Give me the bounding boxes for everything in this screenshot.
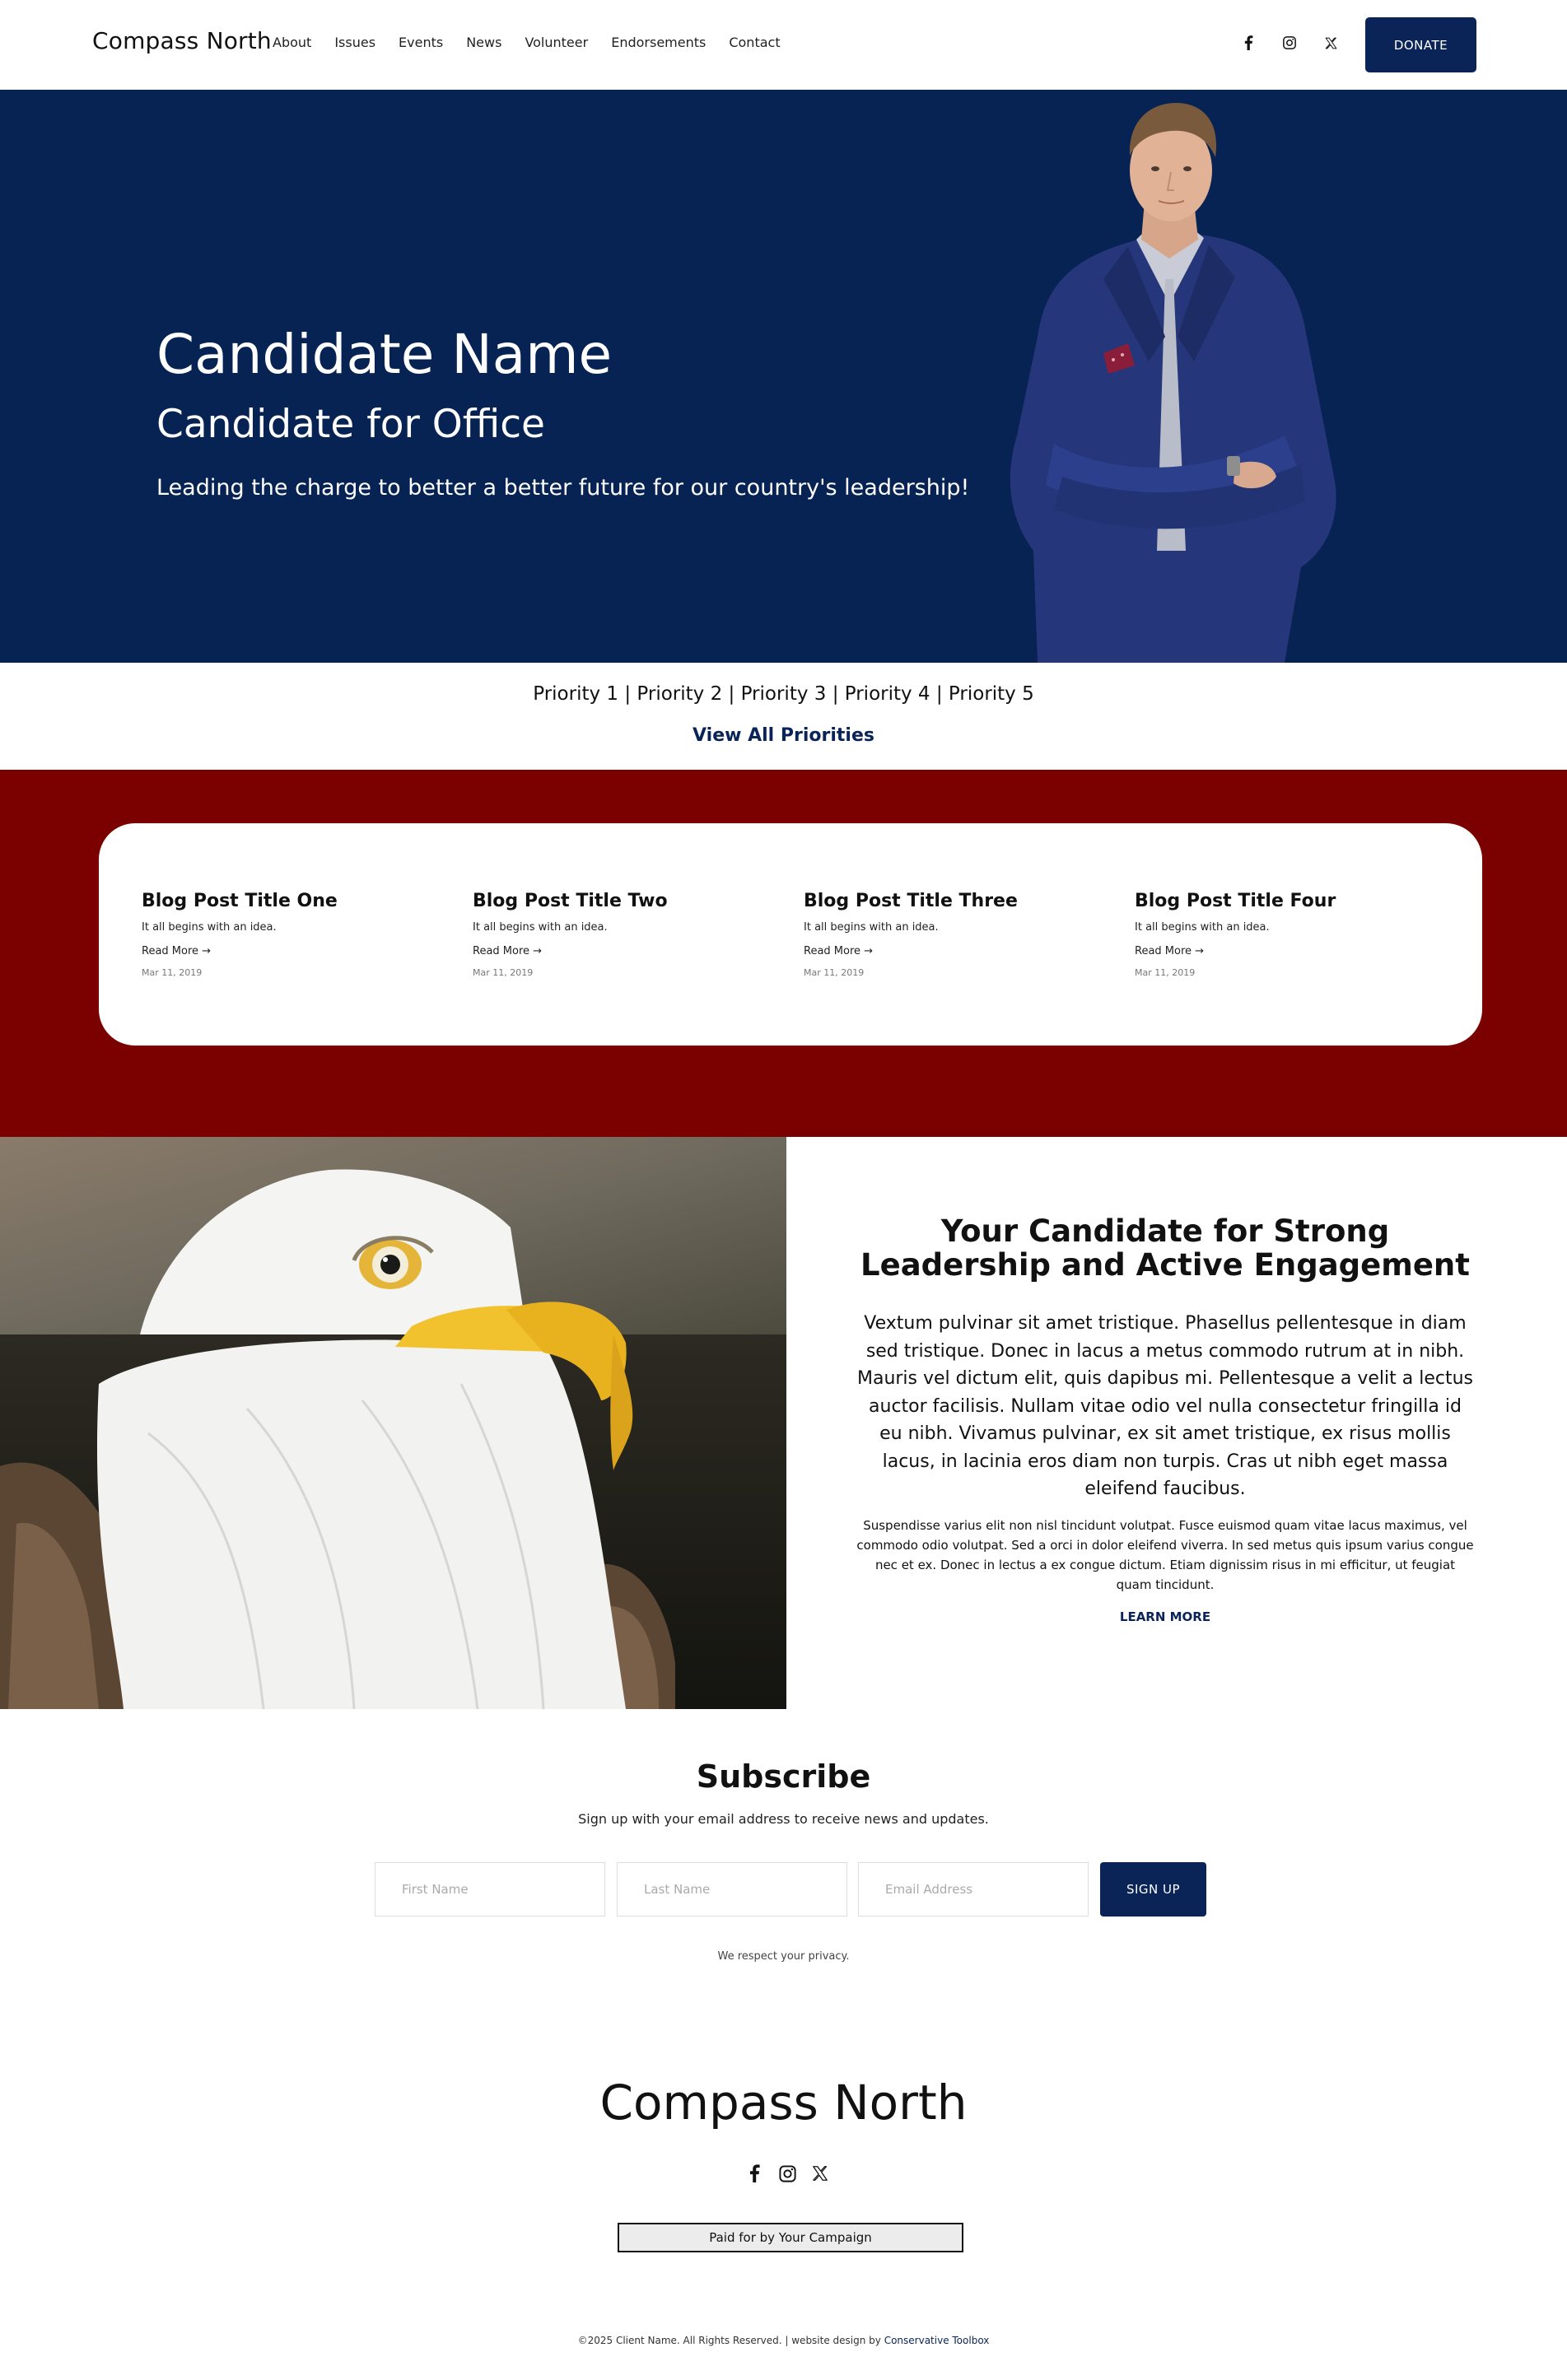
blog-post-excerpt: It all begins with an idea. [473, 921, 608, 934]
paid-for-disclaimer: Paid for by Your Campaign [618, 2223, 963, 2252]
facebook-icon[interactable] [744, 2163, 764, 2183]
candidate-name: Candidate Name [156, 323, 613, 386]
instagram-icon[interactable] [1281, 35, 1298, 51]
copyright-text: ©2025 Client Name. All Rights Reserved. | website design by [577, 2335, 884, 2346]
blog-post[interactable] [142, 891, 438, 978]
blog-section [0, 770, 1567, 1137]
about-section [848, 1137, 1482, 1709]
hero-section [0, 90, 1567, 663]
view-all-priorities-link[interactable]: View All Priorities [693, 725, 874, 746]
blog-post-excerpt: It all begins with an idea. [142, 921, 277, 934]
about-small-paragraph: Suspendisse varius elit non nisl tincidunt volutpat. Fusce euismod quam vitae lacus maximus, vel commodo odio volutpat. Sed a orci in dolor eleifend viverra. In sed metus quis ipsum varius congue nec et ex. Donec in lectus a ex congue dictum. Etiam dignissim risus in mi efficitur, ut feugiat quam tincidunt. [856, 1518, 1474, 1592]
site-footer [0, 2005, 1567, 2380]
blog-post[interactable] [804, 891, 1100, 978]
privacy-note: We respect your privacy. [717, 1950, 850, 1963]
about-lead-paragraph: Vextum pulvinar sit amet tristique. Phasellus pellentesque in diam sed tristique. Donec in lacus a metus commodo rutrum at in nibh. Mauris vel dictum elit, quis dapibus mi. Pellentesque a velit a lectus auctor facilisis. Nullam vitae odio vel nulla consectetur fringilla id eu nibh. Vivamus pulvinar, ex sit amet tristique, ex risus mollis lacus, in lacinia eros diam non turpis. Cras ut nibh eget massa eleifend faucibus. [856, 1313, 1473, 1499]
donate-button[interactable]: DONATE [1365, 17, 1476, 72]
blog-post-title[interactable]: Blog Post Title Two [473, 891, 668, 911]
first-name-input[interactable] [375, 1862, 605, 1917]
read-more-link[interactable]: Read More → [804, 945, 874, 957]
blog-post[interactable] [473, 891, 769, 978]
blog-post-date: Mar 11, 2019 [142, 967, 203, 978]
site-logo[interactable]: Compass North [92, 27, 272, 54]
main-nav [273, 35, 781, 50]
candidate-portrait [988, 90, 1350, 663]
blog-post-title[interactable]: Blog Post Title Three [804, 891, 1018, 911]
footer-logo[interactable]: Compass North [599, 2075, 968, 2131]
blog-card [99, 823, 1482, 1046]
footer-social-links [744, 2163, 830, 2183]
eagle-image [0, 1137, 786, 1709]
candidate-office: Candidate for Office [156, 402, 545, 447]
read-more-link[interactable]: Read More → [142, 945, 212, 957]
blog-post-date: Mar 11, 2019 [804, 967, 865, 978]
nav-link-contact[interactable]: Contact [729, 35, 781, 50]
blog-post-date: Mar 11, 2019 [473, 967, 534, 978]
subscribe-section [0, 1709, 1567, 2005]
learn-more-link[interactable]: LEARN MORE [1119, 1609, 1211, 1624]
header-social-links [1240, 35, 1339, 51]
view-all-priorities-link-wrap [0, 725, 1567, 746]
site-header [0, 0, 1567, 90]
blog-post-excerpt: It all begins with an idea. [1135, 921, 1270, 934]
learn-more-wrap [848, 1609, 1482, 1624]
read-more-link[interactable]: Read More → [1135, 945, 1205, 957]
email-input[interactable] [858, 1862, 1089, 1917]
nav-link-endorsements[interactable]: Endorsements [611, 35, 707, 50]
x-icon[interactable] [1322, 35, 1339, 51]
blog-post-excerpt: It all begins with an idea. [804, 921, 939, 934]
blog-post[interactable] [1135, 891, 1431, 978]
blog-post-title[interactable]: Blog Post Title Four [1135, 891, 1336, 911]
blog-post-date: Mar 11, 2019 [1135, 967, 1196, 978]
subscribe-title: Subscribe [696, 1758, 871, 1795]
nav-link-news[interactable]: News [466, 35, 502, 50]
x-icon[interactable] [810, 2163, 830, 2183]
nav-link-events[interactable]: Events [399, 35, 444, 50]
nav-link-about[interactable]: About [273, 35, 312, 50]
nav-link-volunteer[interactable]: Volunteer [525, 35, 589, 50]
read-more-link[interactable]: Read More → [473, 945, 543, 957]
last-name-input[interactable] [617, 1862, 847, 1917]
sign-up-button[interactable]: SIGN UP [1100, 1862, 1206, 1917]
about-heading: Your Candidate for Strong Leadership and Active Engagement [860, 1213, 1470, 1283]
priorities-section [0, 663, 1567, 770]
subscribe-description: Sign up with your email address to receive news and updates. [578, 1811, 989, 1827]
instagram-icon[interactable] [777, 2163, 797, 2183]
hero-tagline: Leading the charge to better a better future for our country's leadership! [156, 475, 970, 501]
blog-post-title[interactable]: Blog Post Title One [142, 891, 338, 911]
priorities-list: Priority 1 | Priority 2 | Priority 3 | Priority 4 | Priority 5 [533, 683, 1034, 705]
facebook-icon[interactable] [1240, 35, 1257, 51]
design-credit-link[interactable]: Conservative Toolbox [884, 2335, 990, 2346]
copyright-line [0, 2335, 1567, 2346]
nav-link-issues[interactable]: Issues [334, 35, 376, 50]
